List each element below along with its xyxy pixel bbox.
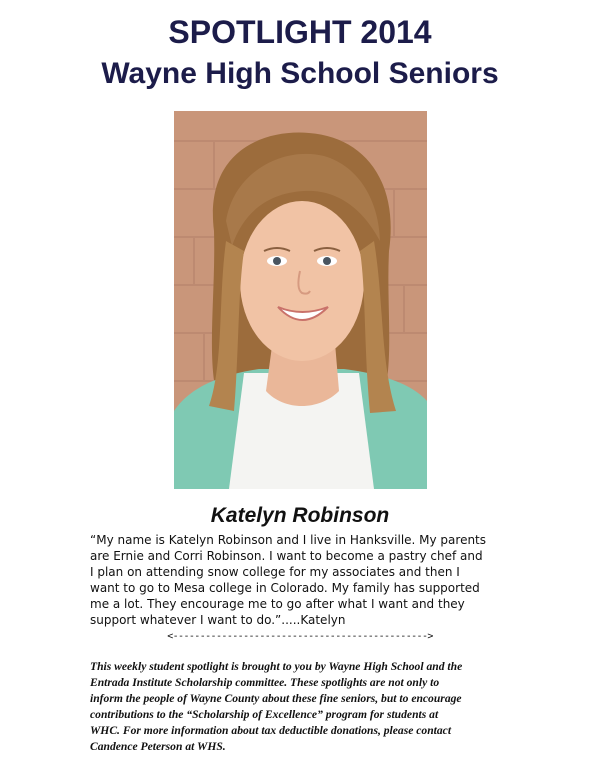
page-subtitle: Wayne High School Seniors — [101, 57, 499, 90]
footer-line: Candence Peterson at WHS. — [90, 740, 226, 753]
footer-line: Entrada Institute Scholarship committee. These spotlights are not only to — [90, 676, 440, 689]
quote-line: “My name is Katelyn Robinson and I live in Hanksville. My parents — [90, 533, 487, 547]
quote-line: want to go to Mesa college in Colorado. My family has supported — [90, 581, 480, 595]
quote-line: are Ernie and Corri Robinson. I want to become a pastry chef and — [90, 549, 483, 563]
footer-note — [90, 659, 560, 755]
student-photo — [174, 111, 427, 489]
footer-line: WHC. For more information about tax deductible donations, please contact — [90, 724, 452, 737]
quote-line: I plan on attending snow college for my associates and then I — [90, 565, 460, 579]
footer-line: contributions to the “Scholarship of Excellence” program for students at — [90, 708, 439, 721]
footer-line: This weekly student spotlight is brought to you by Wayne High School and the — [90, 660, 463, 673]
quote-line: support whatever I want to do.”.....Katelyn — [90, 613, 346, 627]
student-quote — [90, 532, 530, 628]
page-title: SPOTLIGHT 2014 — [168, 14, 432, 50]
student-name: Katelyn Robinson — [210, 504, 390, 527]
arrow-divider: <-----------------------------------------------> — [167, 631, 433, 642]
quote-line: me a lot. They encourage me to go after what I want and they — [90, 597, 465, 611]
footer-line: inform the people of Wayne County about these fine seniors, but to encourage — [90, 692, 462, 705]
